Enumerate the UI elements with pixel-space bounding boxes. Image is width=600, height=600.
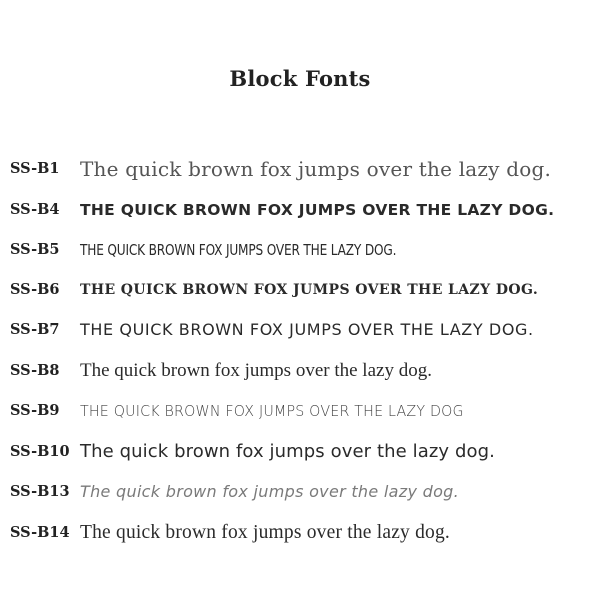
font-code: SS-B13	[10, 483, 70, 500]
font-code: SS-B10	[10, 443, 70, 460]
font-sample-text: The quick brown fox jumps over the lazy dog.	[80, 482, 459, 501]
font-code: SS-B8	[10, 362, 60, 379]
font-row-ss-b4	[0, 195, 600, 225]
font-sample-text: The quick brown fox jumps over the lazy dog.	[80, 441, 495, 462]
font-code: SS-B7	[10, 321, 60, 338]
font-sample-text: THE QUICK BROWN FOX JUMPS OVER THE LAZY DOG	[80, 402, 464, 420]
font-code: SS-B5	[10, 241, 60, 258]
font-row-ss-b8	[0, 356, 600, 386]
font-sample-text: THE QUICK BROWN FOX JUMPS OVER THE LAZY DOG.	[80, 241, 397, 259]
font-row-ss-b10	[0, 437, 600, 467]
font-sample-text: THE QUICK BROWN FOX JUMPS OVER THE LAZY DOG.	[80, 201, 555, 219]
page-title: Block Fonts	[229, 66, 371, 91]
font-sample-text: The quick brown fox jumps over the lazy dog.	[80, 360, 432, 381]
font-row-ss-b14	[0, 518, 600, 548]
font-row-ss-b13	[0, 477, 600, 507]
font-code: SS-B6	[10, 281, 60, 298]
font-code: SS-B14	[10, 524, 70, 541]
font-row-ss-b9	[0, 396, 600, 426]
font-sample-text: The quick brown fox jumps over the lazy dog.	[80, 157, 552, 181]
font-code: SS-B9	[10, 402, 60, 419]
font-row-ss-b5	[0, 235, 600, 265]
font-row-ss-b7	[0, 315, 600, 345]
font-sample-text: THE QUICK BROWN FOX JUMPS OVER THE LAZY DOG.	[80, 282, 539, 298]
font-row-ss-b1	[0, 154, 600, 184]
font-row-ss-b6	[0, 275, 600, 305]
font-sample-text: The quick brown fox jumps over the lazy dog.	[80, 522, 451, 543]
font-code: SS-B1	[10, 160, 60, 177]
font-sample-text: THE QUICK BROWN FOX JUMPS OVER THE LAZY DOG.	[80, 320, 534, 339]
font-code: SS-B4	[10, 201, 60, 218]
